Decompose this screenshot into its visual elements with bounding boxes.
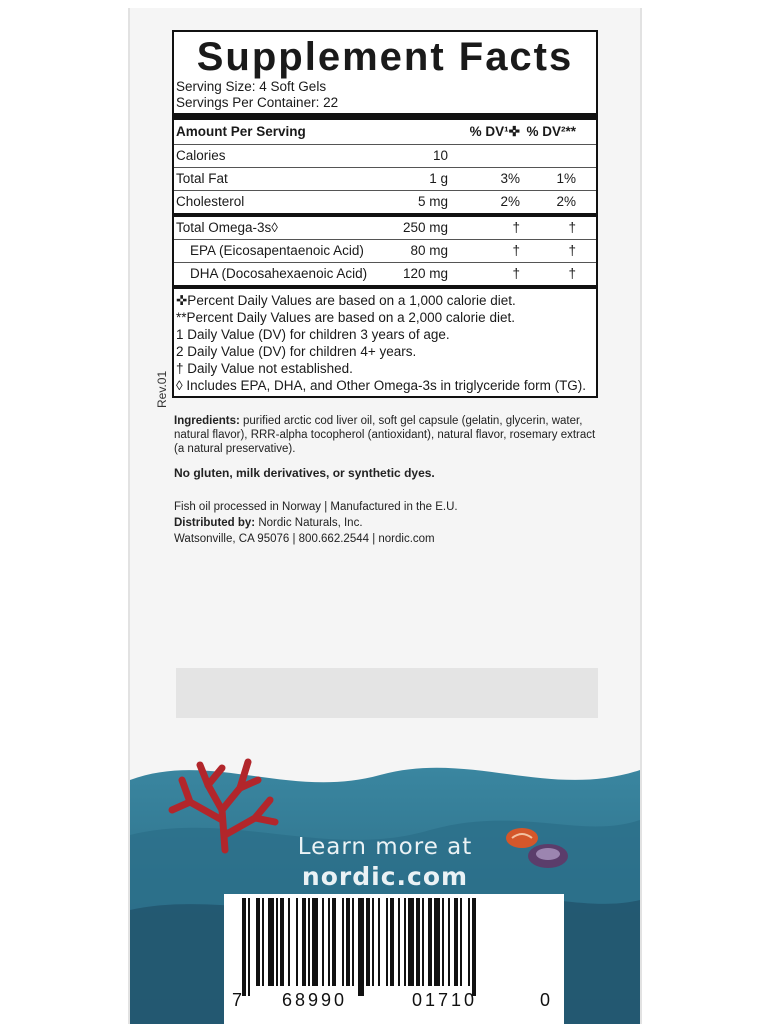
distributor-label: Distributed by:: [174, 517, 256, 529]
barcode-bar: [386, 898, 388, 986]
barcode-bar: [288, 898, 290, 986]
footnote: **Percent Daily Values are based on a 2,000 calorie diet.: [176, 310, 515, 325]
free-from-statement: No gluten, milk derivatives, or synthetic dyes.: [174, 466, 435, 480]
servings-per-container: Servings Per Container: 22: [176, 95, 339, 110]
distributor-address: Watsonville, CA 95076 | 800.662.2544 | nordic.com: [174, 533, 435, 545]
website-link[interactable]: nordic.com: [301, 862, 469, 891]
barcode-bar: [366, 898, 370, 986]
barcode-bar: [328, 898, 330, 986]
nutrient-name: DHA (Docosahexaenoic Acid): [190, 266, 368, 281]
nutrient-dv1: †: [512, 243, 520, 258]
nutrient-amount: 1 g: [429, 171, 448, 186]
barcode-bar: [358, 898, 364, 996]
barcode-bar: [434, 898, 440, 986]
nutrient-dv2: †: [568, 220, 576, 235]
barcode-bar: [404, 898, 406, 986]
nutrient-dv2: [526, 145, 594, 167]
nutrient-amount: 250 mg: [402, 220, 448, 235]
revision-label: Rev.01: [155, 370, 169, 408]
blank-label-area: [176, 668, 598, 718]
barcode-icon: [224, 898, 564, 998]
barcode-bar: [428, 898, 432, 986]
nutrient-name: Total Fat: [176, 171, 228, 186]
footnote: 1 Daily Value (DV) for children 3 years of age.: [176, 327, 450, 342]
barcode-bar: [422, 898, 424, 986]
nutrient-dv2: 2%: [556, 194, 576, 209]
barcode-bar: [468, 898, 470, 986]
nutrient-dv1: †: [512, 220, 520, 235]
barcode-bar: [460, 898, 462, 986]
barcode-digit: 0: [540, 990, 551, 1010]
facts-row: [174, 145, 596, 168]
facts-row: [174, 263, 596, 285]
amount-per-serving-label: Amount Per Serving: [176, 124, 306, 139]
barcode-bar: [390, 898, 394, 986]
barcode-bar: [256, 898, 260, 986]
barcode-bar: [472, 898, 476, 996]
barcode-bar: [448, 898, 450, 986]
footnotes: [174, 289, 596, 396]
learn-more-promo: [130, 832, 640, 892]
serving-size: Serving Size: 4 Soft Gels: [176, 79, 327, 94]
learn-more-line: Learn more at: [297, 834, 473, 860]
supplement-facts-panel: [172, 30, 598, 398]
dv1-header: % DV¹✜: [469, 124, 520, 139]
nutrient-amount: 10: [432, 148, 448, 163]
distributor-name: Nordic Naturals, Inc.: [255, 517, 363, 529]
barcode-digit: 7: [232, 990, 243, 1010]
barcode-bar: [312, 898, 318, 986]
barcode-bar: [416, 898, 420, 986]
barcode-bar: [398, 898, 400, 986]
barcode-group: 68990: [282, 990, 348, 1010]
barcode-group: 01710: [412, 990, 478, 1010]
nutrient-dv1: 2%: [500, 194, 520, 209]
barcode-bar: [342, 898, 344, 986]
barcode-bar: [322, 898, 324, 986]
footnote: ◊ Includes EPA, DHA, and Other Omega-3s in triglyceride form (TG).: [176, 378, 587, 393]
barcode-bar: [302, 898, 306, 986]
origin-statement: Fish oil processed in Norway | Manufactured in the E.U.: [174, 501, 458, 513]
barcode-bar: [454, 898, 458, 986]
barcode-bar: [442, 898, 444, 986]
dv2-header: % DV²**: [526, 124, 576, 139]
ingredients: [174, 414, 604, 456]
footnote: ✜Percent Daily Values are based on a 1,000 calorie diet.: [176, 293, 516, 308]
nutrient-dv2: 1%: [556, 171, 576, 186]
barcode-bar: [248, 898, 250, 996]
facts-row: [174, 240, 596, 263]
barcode-bar: [268, 898, 274, 986]
barcode-bar: [262, 898, 264, 986]
barcode-bar: [296, 898, 298, 986]
facts-header-row: [174, 120, 596, 145]
thick-divider: [174, 113, 596, 120]
barcode-bar: [280, 898, 284, 986]
facts-row: [174, 217, 596, 240]
nutrient-name: Total Omega-3s◊: [176, 220, 278, 235]
nutrient-dv2: †: [568, 266, 576, 281]
nutrient-dv1: [448, 145, 526, 167]
nutrient-amount: 80 mg: [410, 243, 448, 258]
ingredients-text: purified arctic cod liver oil, soft gel capsule (gelatin, glycerin, water, natural flavor), RRR-alpha tocopherol (antioxidant), natural flavor, rosemary extract (a natural preservative).: [174, 415, 596, 455]
ingredients-label: Ingredients:: [174, 415, 240, 427]
facts-row: [174, 168, 596, 191]
barcode-bar: [352, 898, 354, 986]
nutrient-name: Cholesterol: [176, 194, 245, 209]
nutrient-name: Calories: [176, 148, 226, 163]
distributor: [174, 516, 604, 530]
barcode-bar: [372, 898, 374, 986]
facts-row: [174, 191, 596, 213]
barcode-bar: [408, 898, 414, 986]
barcode-bar: [332, 898, 336, 986]
nutrient-dv2: †: [568, 243, 576, 258]
nutrient-name: EPA (Eicosapentaenoic Acid): [190, 243, 364, 258]
barcode-label: [224, 894, 564, 1024]
footnote: 2 Daily Value (DV) for children 4+ years.: [176, 344, 417, 359]
nutrient-dv1: 3%: [500, 171, 520, 186]
nutrient-dv1: †: [512, 266, 520, 281]
barcode-bar: [276, 898, 278, 986]
nutrient-amount: 5 mg: [417, 194, 448, 209]
barcode-bar: [378, 898, 380, 986]
footnote: † Daily Value not established.: [176, 361, 353, 376]
barcode-bar: [242, 898, 246, 996]
nutrient-amount: 120 mg: [402, 266, 448, 281]
barcode-bar: [346, 898, 350, 986]
facts-title: Supplement Facts: [196, 35, 574, 79]
barcode-bar: [308, 898, 310, 986]
